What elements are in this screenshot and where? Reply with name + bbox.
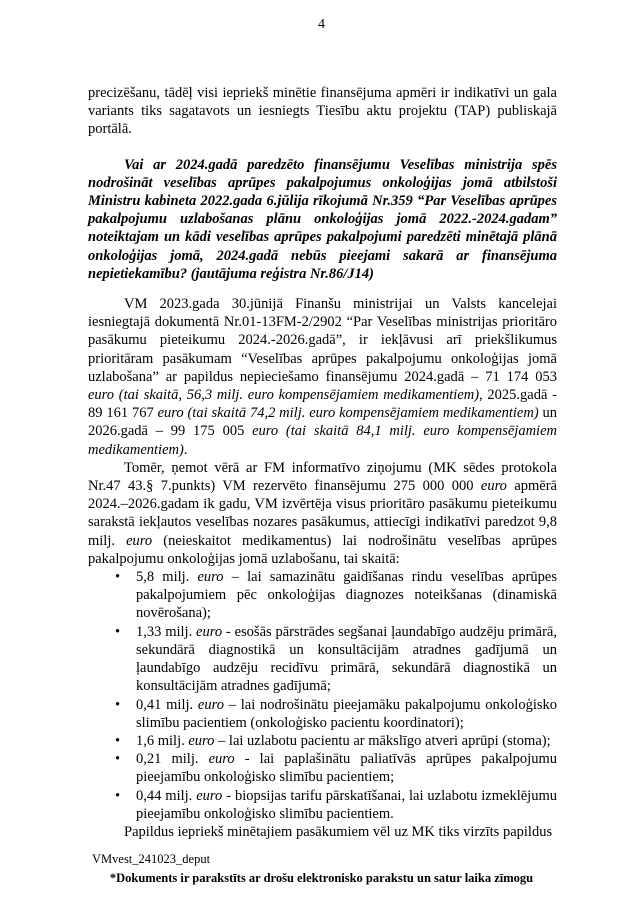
- paragraph-intro-continuation: precizēšanu, tādēļ visi iepriekš minētie finansējuma apmēri ir indikatīvi un gala variants tiks sagatavots un iesniegts Tiesību aktu projektu (TAP) publiskajā portālā.: [88, 85, 557, 138]
- bullet-item-dynamic-observation: • 5,8 milj. euro – lai samazinātu gaidīšanas rindu veselības aprūpes pakalpojumiem pēc onkoloģijas diagnozes noteikšanas (dinamiskā novērošana);: [136, 568, 557, 623]
- funding-bullet-list: [88, 568, 557, 823]
- paragraph-fm-reserve: Tomēr, ņemot vērā ar FM informatīvo ziņojumu (MK sēdes protokola Nr.47 43.§ 7.punkts) VM rezervēto finansējumu 275 000 000 euro apmērā 2024.–2026.gadam ik gadu, VM izvērtēja visus prioritāro pasākumu pieteikumu sarakstā iekļautos veselības nozares pasākumus, attiecīgi indikatīvi paredzot 9,8 milj. euro (neieskaitot medikamentus) lai nodrošinātu veselības aprūpes pakalpojumu onkoloģijas jomā uzlabošanu, tai skaitā:: [88, 459, 557, 567]
- footer-signature-note: *Dokuments ir parakstīts ar drošu elektronisko parakstu un satur laika zīmogu: [109, 871, 534, 885]
- document-body: [88, 84, 557, 841]
- bullet-item-patient-coordinators: • 0,41 milj. euro – lai nodrošinātu pieejamāku pakalpojumu onkoloģisko slimību pacientiem (onkoloģisko pacientu koordinatori);: [136, 696, 557, 732]
- paragraph-deputy-question: Vai ar 2024.gadā paredzēto finansējumu Veselības ministrija spēs nodrošināt veselības aprūpes pakalpojumus onkoloģijas jomā atbilstoši Ministru kabineta 2022.gada 6.jūlija rīkojumā Nr.359 “Par Veselības aprūpes pakalpojumu uzlabošanas plānu onkoloģijas jomā 2022.-2024.gadam” noteiktajam un kādi veselības aprūpes pakalpojumi paredzēti minētajā plānā onkoloģijas jomā, 2024.gadā nebūs pieejami sakarā ar finansējuma nepietiekamību? (jautājuma reģistra Nr.86/J14): [88, 156, 557, 282]
- footer-document-id: VMvest_241023_deput: [92, 852, 211, 866]
- paragraph-papildus: Papildus iepriekš minētajiem pasākumiem vēl uz MK tiks virzīts papildus: [124, 823, 553, 840]
- bullet-item-palliative-care: • 0,21 milj. euro - lai paplašinātu paliatīvās aprūpes pakalpojumu pieejamību onkoloģisko slimību pacientiem;: [136, 750, 557, 786]
- bullet-item-diagnostics-overload: • 1,33 milj. euro - esošās pārstrādes segšanai ļaundabīgo audzēju primārā, sekundārā diagnostikā un konsultācijām atradnes gadījumā un ļaundabīgo audzēju recidīvu primārā, sekundārā diagnostikā un konsultācijām atradnes gadījumā;: [136, 623, 557, 696]
- bullet-item-stoma-care: • 1,6 milj. euro – lai uzlabotu pacientu ar mākslīgo atveri aprūpi (stoma);: [136, 732, 557, 750]
- bullet-item-biopsy-tariffs: • 0,44 milj. euro - biopsijas tarifu pārskatīšanai, lai uzlabotu izmeklējumu pieejamību onkoloģisko slimību pacientiem.: [136, 787, 557, 823]
- paragraph-vm-submission: VM 2023.gada 30.jūnijā Finanšu ministrijai un Valsts kancelejai iesniegtajā dokumentā Nr.01-13FM-2/2902 “Par Veselības ministrijas prioritāro pasākumu pieteikumu 2024.-2026.gadā”, ir iekļāvusi arī priekšlikumus prioritāram pasākumam “Veselības aprūpes pakalpojumu onkoloģijas jomā uzlabošana” ar papildus nepieciešamo finansējumu 2024.gadā – 71 174 053 euro (tai skaitā, 56,3 milj. euro kompensējamiem medikamentiem), 2025.gadā - 89 161 767 euro (tai skaitā 74,2 milj. euro kompensējamiem medikamentiem) un 2026.gadā – 99 175 005 euro (tai skaitā 84,1 milj. euro kompensējamiem medikamentiem).: [88, 296, 558, 458]
- page-number: 4: [318, 17, 325, 32]
